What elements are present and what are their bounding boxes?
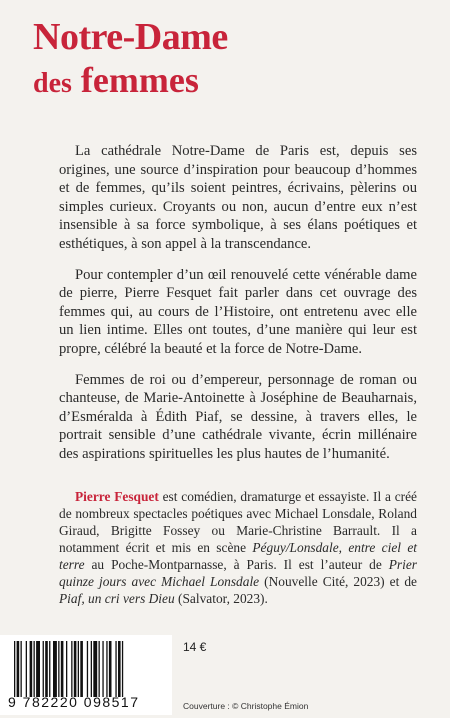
barcode-bar [122, 641, 123, 697]
barcode-bar [71, 641, 72, 697]
bio-work-3: Piaf, un cri vers Dieu [59, 591, 175, 606]
barcode-bar [14, 641, 15, 697]
author-bio [59, 488, 417, 607]
bio-work-1: Péguy/Lonsdale, entre ciel et terre [59, 540, 417, 572]
bio-work-2: Prier quinze jours avec Michael Lonsdale [59, 557, 417, 589]
blurb-paragraph-1: La cathédrale Notre-Dame de Paris est, depuis ses origines, une source d’inspiration pour beaucoup d’hommes et de femmes, qu’ils soient peintres, écrivains, pèlerins ou simples curieux. Croyants ou non, aucun d’entre eux n’est insensible à sa force symbolique, à ses élans poétiques et esthétiques, à son appel à la transcendance. [59, 143, 417, 252]
bio-text-2: au Poche-Montparnasse, à Paris. Il est l’auteur de [84, 557, 389, 572]
barcode-icon [12, 641, 162, 697]
barcode-bar [49, 641, 50, 697]
barcode-bar [58, 641, 59, 697]
author-name: Pierre Fesquet [75, 489, 159, 504]
title-prefix: des [33, 68, 72, 99]
isbn-number: 9 782220 098517 [8, 694, 140, 710]
barcode-bar [74, 641, 77, 697]
barcode-bar [53, 641, 57, 697]
barcode-bar [106, 641, 107, 697]
barcode-bar [93, 641, 97, 697]
barcode-bar [109, 641, 112, 697]
title-line-2 [33, 62, 228, 98]
barcode-bar [118, 641, 121, 697]
barcode-bar [87, 641, 88, 697]
barcode-bar [45, 641, 48, 697]
barcode-bar [36, 641, 40, 697]
barcode-bar [21, 641, 22, 697]
barcode-bar [61, 641, 64, 697]
barcode-bar [99, 641, 100, 697]
barcode-bar [78, 641, 79, 697]
barcode-bar [115, 641, 116, 697]
bio-text-3: (Nouvelle Cité, 2023) et de [259, 574, 417, 589]
barcode-bar [34, 641, 35, 697]
blurb-paragraph-3: Femmes de roi ou d’empereur, personnage de roman ou chanteuse, de Marie-Antoinette à Joséphine de Beauharnais, d’Esméralda à Édith Piaf, se dessine, à travers elles, le portrait sensible d’une cathédrale vivante, écrin millénaire des aspirations spirituelles les plus hautes de l’humanité. [59, 371, 417, 462]
book-title [33, 18, 228, 98]
blurb [59, 142, 417, 476]
title-main: femmes [80, 60, 199, 100]
blurb-paragraph-2: Pour contempler d’un œil renouvelé cette vénérable dame de pierre, Pierre Fesquet fait parler dans cet ouvrage des femmes qui, au cours de l’Histoire, ont entretenu avec elle un lien intime. Elles ont toutes, d’une manière qui leur est propre, célébré la beauté et la force de Notre-Dame. [59, 266, 417, 357]
price: 14 € [183, 640, 207, 654]
barcode-bar [43, 641, 44, 697]
cover-credit: Couverture : © Christophe Émion [183, 701, 309, 711]
barcode-bar [17, 641, 20, 697]
barcode-bar [30, 641, 33, 697]
barcode-bar [80, 641, 83, 697]
bio-text-4: (Salvator, 2023). [174, 591, 268, 606]
barcode-bar [66, 641, 67, 697]
barcode-bar [91, 641, 92, 697]
bio-text-1: est comédien, dramaturge et essayiste. Il a créé de nombreux spectacles poétiques avec Michael Lonsdale, Roland Giraud, Brigitte Fossey ou Marie-Christine Barrault. Il a notamment écrit et mis en scène [59, 489, 417, 555]
barcode-bar [102, 641, 103, 697]
title-line-1: Notre-Dame [33, 16, 228, 58]
barcode-bar [26, 641, 27, 697]
